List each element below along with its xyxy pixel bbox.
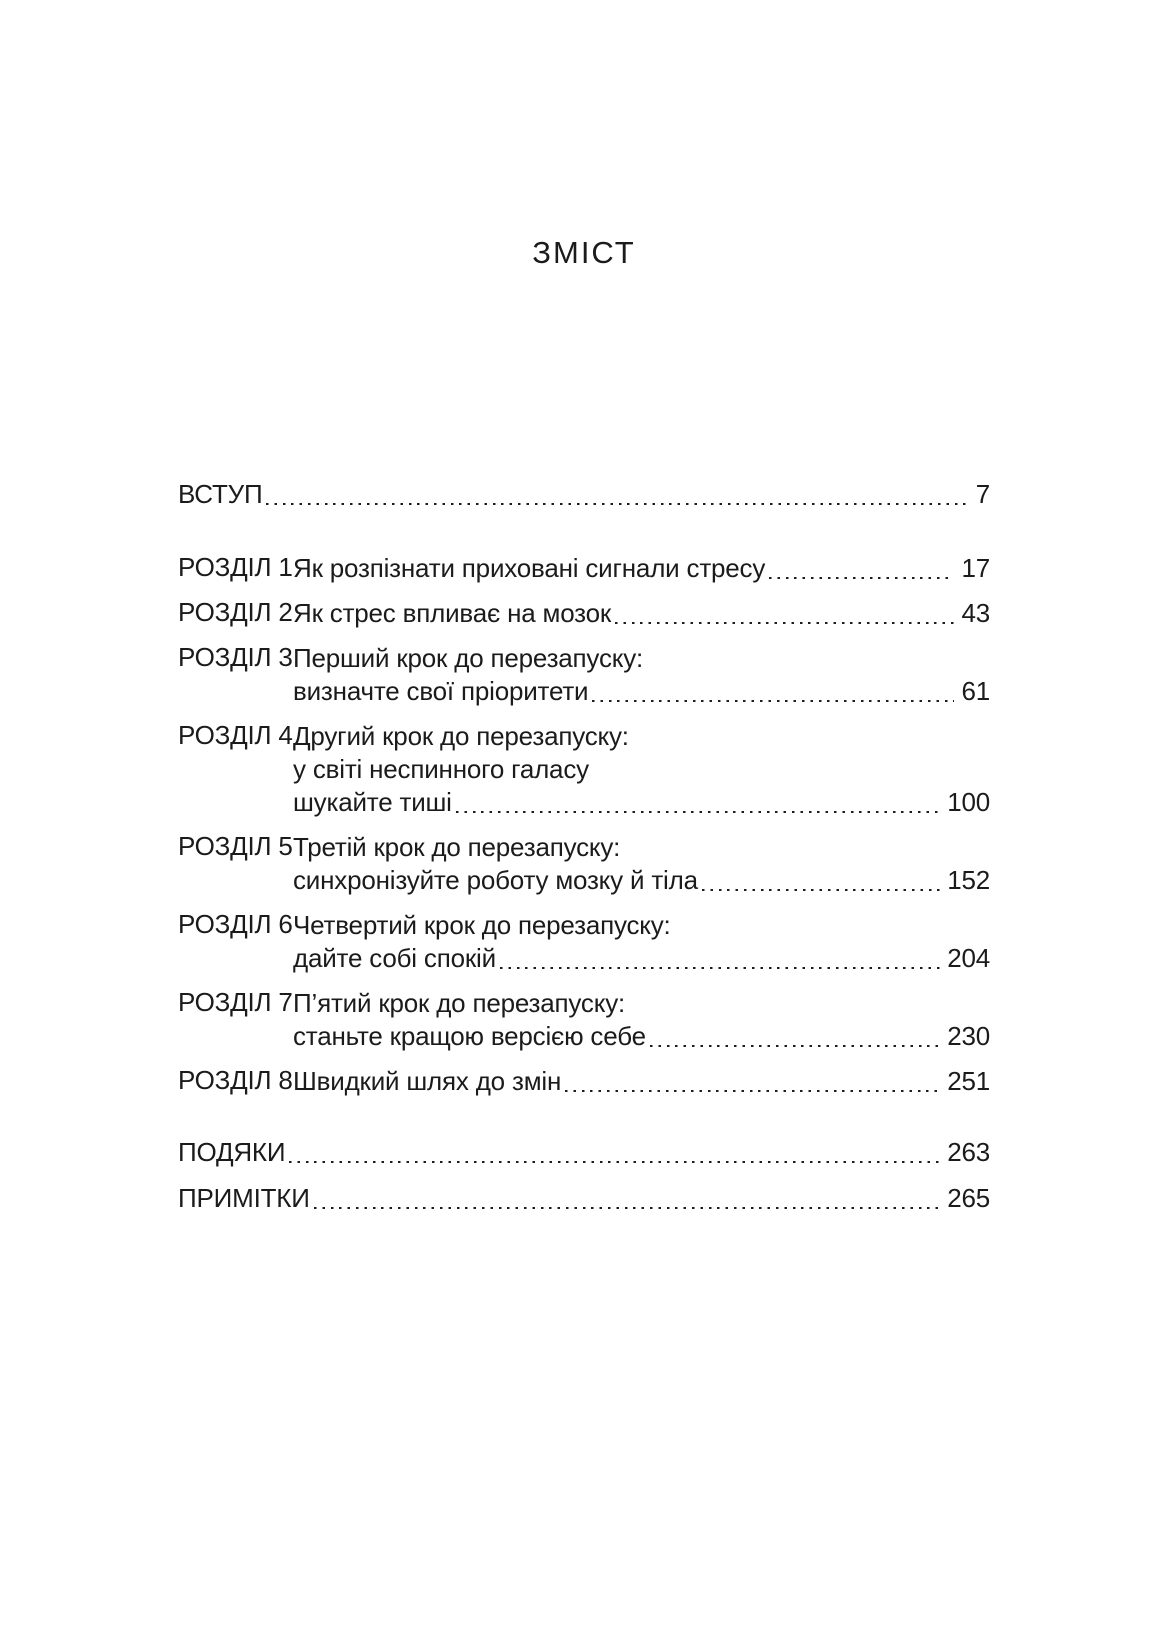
chapter-title-line: Третій крок до перезапуску: — [293, 832, 621, 862]
page-number: 100 — [947, 787, 990, 817]
chapter-label: РОЗДІЛ 2 — [178, 597, 293, 627]
dot-leader — [611, 597, 959, 630]
chapter-title-line: Другий крок до перезапуску: — [293, 721, 629, 751]
chapter-label: РОЗДІЛ 7 — [178, 987, 293, 1017]
chapter-title-line: П’ятий крок до перезапуску: — [293, 988, 626, 1018]
dot-leader — [765, 552, 959, 585]
toc-content — [178, 0, 990, 1215]
toc-entry-acknowledgements — [178, 1136, 990, 1169]
toc-chapter — [178, 720, 990, 819]
toc-chapter — [178, 909, 990, 975]
dot-leader — [496, 942, 945, 975]
chapter-label: РОЗДІЛ 8 — [178, 1065, 293, 1095]
dot-leader — [262, 478, 973, 511]
dot-leader — [698, 864, 945, 897]
chapter-label: РОЗДІЛ 5 — [178, 831, 293, 861]
chapter-title-line: шукайте тиші — [293, 787, 452, 817]
dot-leader — [310, 1182, 946, 1215]
toc-chapter — [178, 987, 990, 1053]
toc-entry-intro — [178, 478, 990, 511]
chapter-body — [293, 909, 990, 975]
chapter-body — [293, 987, 990, 1053]
chapter-title-line: дайте собі спокій — [293, 943, 496, 973]
table-of-contents — [178, 478, 990, 1215]
toc-chapter — [178, 552, 990, 585]
page-number: 61 — [961, 676, 990, 706]
chapter-label: РОЗДІЛ 4 — [178, 720, 293, 750]
chapter-title-line: Швидкий шлях до змін — [293, 1066, 562, 1096]
chapter-last-line — [293, 942, 990, 975]
chapter-last-line — [293, 597, 990, 630]
chapter-body — [293, 597, 990, 630]
chapter-last-line — [293, 1065, 990, 1098]
chapter-body — [293, 720, 990, 819]
dot-leader — [452, 786, 945, 819]
chapter-last-line — [293, 1020, 990, 1053]
dot-leader — [588, 675, 959, 708]
chapter-title-line: Четвертий крок до перезапуску: — [293, 910, 671, 940]
chapter-title-line: синхронізуйте роботу мозку й тіла — [293, 865, 698, 895]
toc-chapter — [178, 597, 990, 630]
chapter-title-line: Як стрес впливає на мозок — [293, 598, 612, 628]
page-number: 204 — [947, 943, 990, 973]
chapter-list — [178, 552, 990, 1098]
dot-leader — [646, 1020, 945, 1053]
chapter-title-line: у світі неспинного галасу — [293, 754, 589, 784]
chapter-title-line: Перший крок до перезапуску: — [293, 643, 644, 673]
chapter-title-line: Як розпізнати приховані сигнали стресу — [293, 553, 766, 583]
backmatter-list — [178, 1136, 990, 1215]
entry-label: ПОДЯКИ — [178, 1137, 286, 1167]
chapter-body — [293, 1065, 990, 1098]
page-number: 152 — [947, 865, 990, 895]
chapter-last-line — [293, 786, 990, 819]
page-number: 251 — [947, 1066, 990, 1096]
toc-chapter — [178, 831, 990, 897]
chapter-body — [293, 552, 990, 585]
entry-label: ПРИМІТКИ — [178, 1183, 310, 1213]
dot-leader — [285, 1136, 945, 1169]
chapter-title-line: станьте кращою версією себе — [293, 1021, 646, 1051]
chapter-label: РОЗДІЛ 6 — [178, 909, 293, 939]
chapter-last-line — [293, 864, 990, 897]
chapter-label: РОЗДІЛ 3 — [178, 642, 293, 672]
page-number: 230 — [947, 1021, 990, 1051]
dot-leader — [561, 1065, 945, 1098]
page-number: 43 — [961, 598, 990, 628]
chapter-title-line: визначте свої пріоритети — [293, 676, 589, 706]
toc-entry-notes — [178, 1182, 990, 1215]
page-number: 17 — [961, 553, 990, 583]
chapter-last-line — [293, 552, 990, 585]
page-number: 7 — [975, 479, 990, 509]
chapter-label: РОЗДІЛ 1 — [178, 552, 293, 582]
page-number: 265 — [947, 1183, 990, 1213]
page-title: ЗМІСТ — [532, 235, 636, 270]
entry-label: ВСТУП — [178, 479, 263, 509]
chapter-body — [293, 831, 990, 897]
toc-chapter — [178, 1065, 990, 1098]
page-number: 263 — [947, 1137, 990, 1167]
chapter-last-line — [293, 675, 990, 708]
toc-chapter — [178, 642, 990, 708]
chapter-body — [293, 642, 990, 708]
